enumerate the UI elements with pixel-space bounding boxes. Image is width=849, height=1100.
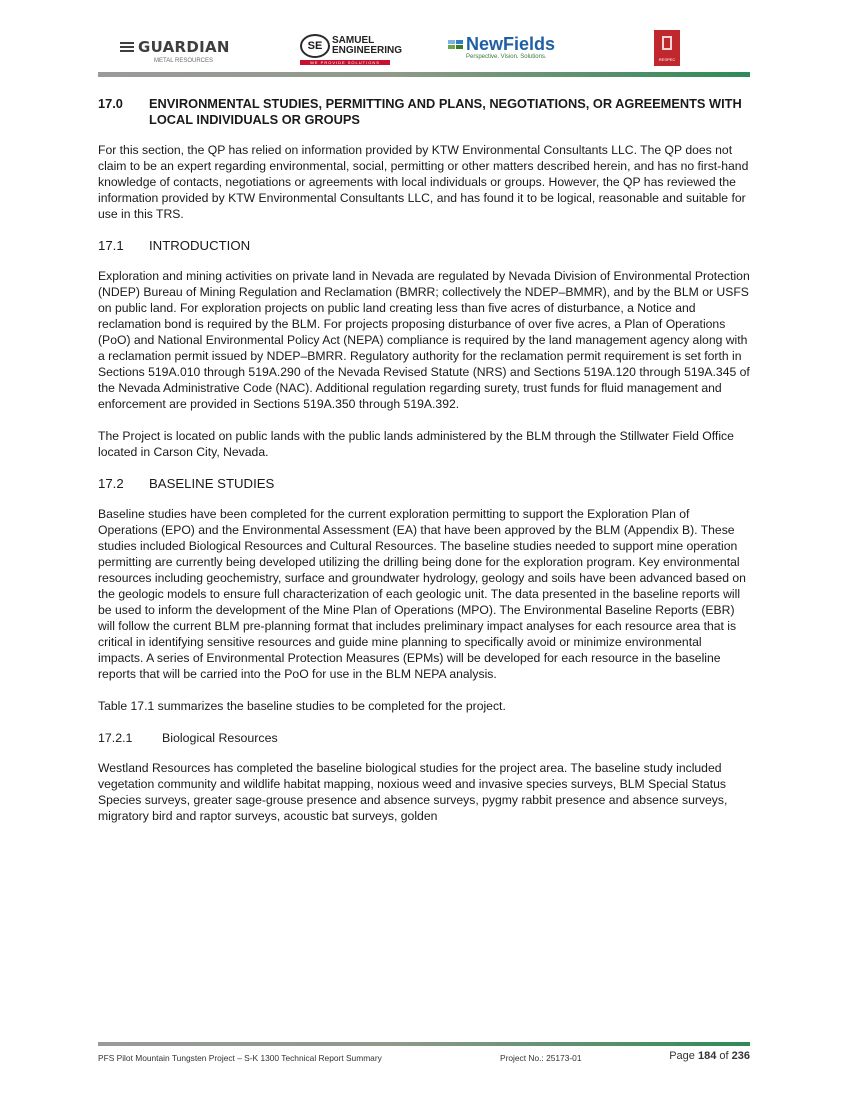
samuel-logo-line1: SAMUEL bbox=[332, 35, 375, 46]
footer-rule bbox=[98, 1042, 750, 1046]
section-number: 17.0 bbox=[98, 96, 123, 111]
samuel-logo-line2: ENGINEERING bbox=[332, 45, 403, 56]
subsection-number: 17.2 bbox=[98, 476, 124, 491]
newfields-squares-icon bbox=[448, 40, 464, 50]
subsection-title: BASELINE STUDIES bbox=[149, 476, 275, 491]
page-content bbox=[98, 96, 750, 840]
respec-logo-text: RESPEC bbox=[658, 57, 676, 62]
samuel-logo-bar: WE PROVIDE SOLUTIONS bbox=[300, 60, 390, 65]
guardian-logo-sub: METAL RESOURCES bbox=[154, 58, 214, 64]
subsection-number: 17.1 bbox=[98, 238, 124, 253]
subsection-heading-17-2-1 bbox=[98, 730, 750, 746]
newfields-logo-tagline: Perspective. Vision. Solutions. bbox=[466, 54, 547, 60]
subsection-heading-17-1 bbox=[98, 238, 750, 254]
paragraph: The Project is located on public lands with the public lands administered by the BLM through the Stillwater Field Office located in Carson City, Nevada. bbox=[98, 429, 734, 459]
subsection-heading-17-2 bbox=[98, 476, 750, 492]
respec-logo bbox=[654, 30, 680, 66]
subsection-title: Biological Resources bbox=[162, 731, 278, 745]
paragraph: Westland Resources has completed the baseline biological studies for the project area. The baseline study included vegetation community and wildlife habitat mapping, noxious weed and invasive species surveys, BLM Special Status Species surveys, greater sage-grouse presence and absence surveys, pygmy rabbit presence and absence surveys, migratory bird and raptor surveys, acoustic bat surveys, golden bbox=[98, 761, 728, 823]
section-intro-paragraph: For this section, the QP has relied on information provided by KTW Environmental Consultants LLC. The QP does not claim to be an expert regarding environmental, social, permitting or other matters described herein, and has no first-hand knowledge of contacts, negotiations or agreements with local individuals or groups. However, the QP has reviewed the information provided by KTW Environmental Consultants LLC, and has found it to be logical, reasonable and suitable for use in this TRS. bbox=[98, 143, 749, 221]
page-header bbox=[98, 30, 750, 72]
page-footer bbox=[98, 1050, 750, 1066]
samuel-engineering-logo bbox=[300, 34, 403, 65]
respec-mark-icon bbox=[662, 36, 672, 50]
subsection-title: INTRODUCTION bbox=[149, 238, 251, 253]
guardian-bars-icon bbox=[120, 42, 134, 53]
paragraph: Baseline studies have been completed for the current exploration permitting to support the Exploration Plan of Operations (EPO) and the Environmental Assessment (EA) that have been approved by the BLM (Appendix B). These studies included Biological Resources and Cultural Resources. The baseline studies needed to support mine operation permitting are currently being developed utilizing the drilling being done for the exploration program. Key environmental resources including geochemistry, surface and groundwater hydrology, geology and soils have been advanced based on the geologic models to ensure full characterization of each geologic unit. The data presented in the baseline reports will be used to inform the development of the Mine Plan of Operations (MPO). The Environmental Baseline Reports (EBR) will follow the current BLM pre-planning format that includes preliminary impact analyses for each resource area that is critical in identifying sensitive resources and guide mine planning to specifically avoid or minimize environmental impacts. A series of Environmental Protection Measures (EPMs) will be developed for each resource in the baseline reports that will be carried into the PoO for use in the BLM NEPA analysis. bbox=[98, 507, 746, 681]
page-number: Page 184 of 236 bbox=[669, 1050, 750, 1062]
guardian-logo-name: GUARDIAN bbox=[138, 38, 230, 56]
section-title: ENVIRONMENTAL STUDIES, PERMITTING AND PLANS, NEGOTIATIONS, OR AGREEMENTS WITH LOCAL INDIVIDUALS OR GROUPS bbox=[149, 96, 742, 127]
paragraph: Exploration and mining activities on private land in Nevada are regulated by Nevada Division of Environmental Protection (NDEP) Bureau of Mining Regulation and Reclamation (BMRR; collectively the NDEP–BMMR), and by the BLM or USFS on public land. For exploration projects on public land creating less than five acres of disturbance, a Notice and reclamation bond is required by the BLM. For projects proposing disturbance of over five acres, a Plan of Operations (PoO) and National Environmental Policy Act (NEPA) compliance is required by the land management agency along with a reclamation permit issued by NDEP–BMRR. Regulatory authority for the reclamation permit requirement is set forth in Sections 519A.010 through 519A.290 of the Nevada Revised Statute (NRS) and Sections 519A.120 through 519A.345 of the Nevada Administrative Code (NAC). Additional regulation regarding surety, trust funds for fluid management and enforcement are provided in Sections 519A.350 through 519A.392. bbox=[98, 269, 750, 411]
se-mark-icon: SE bbox=[300, 34, 330, 58]
section-heading bbox=[98, 96, 750, 128]
newfields-logo-name: NewFields bbox=[466, 34, 556, 54]
subsection-number: 17.2.1 bbox=[98, 731, 133, 745]
current-page: 184 bbox=[697, 1050, 717, 1062]
paragraph: Table 17.1 summarizes the baseline studies to be completed for the project. bbox=[98, 699, 506, 713]
footer-project-number: Project No.: 25173-01 bbox=[500, 1053, 582, 1063]
footer-report-title: PFS Pilot Mountain Tungsten Project – S-K 1300 Technical Report Summary bbox=[98, 1053, 382, 1063]
header-rule bbox=[98, 72, 750, 77]
guardian-logo bbox=[120, 38, 230, 64]
total-pages: 236 bbox=[731, 1050, 750, 1062]
